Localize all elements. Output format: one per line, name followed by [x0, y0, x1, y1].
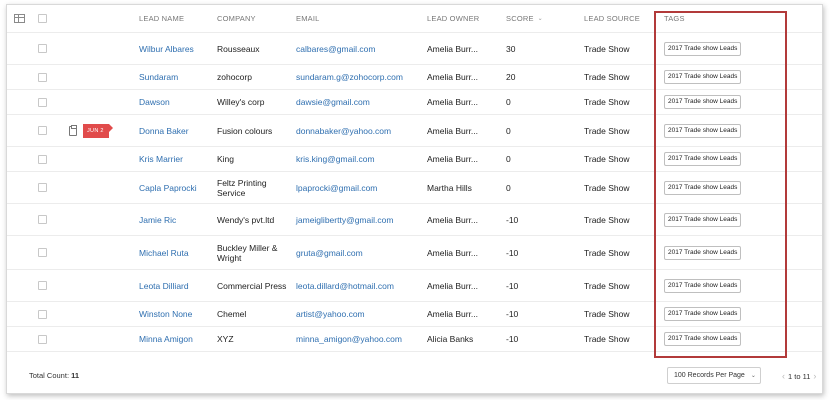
lead-name-link[interactable]: Sundaram — [139, 72, 179, 82]
table-row[interactable] — [7, 302, 822, 327]
lead-name-link[interactable]: Donna Baker — [139, 125, 189, 136]
row-checkbox-cell[interactable] — [38, 327, 47, 351]
leads-list-view — [6, 4, 823, 394]
tags-cell — [664, 270, 784, 301]
email-link[interactable]: lpaprocki@gmail.com — [296, 182, 378, 193]
lead-source-cell: Trade Show — [584, 97, 630, 107]
score-cell: 0 — [506, 125, 511, 136]
lead-owner-cell: Amelia Burr... — [427, 309, 479, 319]
table-row[interactable] — [7, 90, 822, 115]
company-cell: Feltz Printing Service — [217, 177, 267, 198]
tag-chip[interactable]: 2017 Trade show Leads — [664, 307, 741, 321]
tag-chip[interactable]: 2017 Trade show Leads — [664, 181, 741, 195]
company-cell: Chemel — [217, 309, 247, 319]
row-checkbox[interactable] — [38, 155, 47, 164]
score-cell: -10 — [506, 309, 519, 319]
table-body — [7, 33, 822, 352]
lead-name-link[interactable]: Wilbur Albares — [139, 43, 194, 54]
lead-name-link[interactable]: Kris Marrier — [139, 154, 183, 164]
score-cell: 30 — [506, 43, 516, 54]
lead-source-cell: Trade Show — [584, 280, 630, 291]
tags-cell — [664, 236, 784, 269]
chevron-down-icon: ⌄ — [750, 373, 756, 379]
email-link[interactable]: leota.dillard@hotmail.com — [296, 280, 394, 291]
email-link[interactable]: artist@yahoo.com — [296, 309, 365, 319]
lead-source-cell: Trade Show — [584, 309, 630, 319]
email-link[interactable]: minna_amigon@yahoo.com — [296, 334, 402, 344]
total-count — [29, 371, 79, 380]
clipboard-icon[interactable] — [69, 126, 77, 136]
lead-owner-cell: Amelia Burr... — [427, 247, 479, 258]
company-cell: XYZ — [217, 334, 234, 344]
score-cell: 0 — [506, 97, 511, 107]
lead-name-link[interactable]: Michael Ruta — [139, 247, 189, 258]
header-score-label: SCORE — [506, 13, 534, 23]
table-row[interactable] — [7, 33, 822, 65]
tags-cell — [664, 327, 784, 351]
select-all-checkbox-cell[interactable] — [38, 5, 47, 32]
page-range: 1 to 11 — [788, 371, 811, 381]
row-checkbox-cell[interactable] — [38, 147, 47, 171]
lead-source-cell: Trade Show — [584, 334, 630, 344]
lead-owner-cell: Amelia Burr... — [427, 214, 479, 225]
table-row[interactable] — [7, 236, 822, 270]
row-checkbox-cell[interactable] — [38, 90, 47, 114]
table-row[interactable] — [7, 327, 822, 352]
lead-owner-cell: Amelia Burr... — [427, 97, 479, 107]
score-cell: 0 — [506, 154, 511, 164]
header-lead-name[interactable]: LEAD NAME — [139, 13, 185, 23]
table-row[interactable] — [7, 204, 822, 236]
next-page-icon[interactable]: › — [813, 371, 817, 381]
header-email[interactable]: EMAIL — [296, 13, 320, 23]
row-checkbox[interactable] — [38, 335, 47, 344]
row-activity — [69, 115, 109, 146]
header-lead-source[interactable]: LEAD SOURCE — [584, 13, 640, 23]
tag-chip[interactable]: 2017 Trade show Leads — [664, 332, 741, 346]
lead-name-link[interactable]: Minna Amigon — [139, 334, 193, 344]
lead-owner-cell: Martha Hills — [427, 182, 472, 193]
tag-chip[interactable]: 2017 Trade show Leads — [664, 213, 741, 227]
company-cell: zohocorp — [217, 72, 252, 82]
select-all-checkbox[interactable] — [38, 14, 47, 23]
lead-name-link[interactable]: Winston None — [139, 309, 193, 319]
table-header — [7, 5, 822, 33]
row-checkbox-cell[interactable] — [38, 302, 47, 326]
lead-source-cell: Trade Show — [584, 72, 630, 82]
lead-owner-cell: Amelia Burr... — [427, 280, 479, 291]
lead-owner-cell: Amelia Burr... — [427, 72, 479, 82]
tag-chip[interactable]: 2017 Trade show Leads — [664, 42, 741, 56]
score-cell: -10 — [506, 214, 519, 225]
lead-source-cell: Trade Show — [584, 182, 630, 193]
tags-cell — [664, 33, 784, 64]
total-count-value: 11 — [71, 371, 80, 380]
prev-page-icon[interactable]: ‹ — [782, 371, 785, 381]
column-chooser-icon[interactable] — [14, 14, 25, 23]
tags-cell — [664, 115, 784, 146]
score-cell: 0 — [506, 182, 511, 193]
email-link[interactable]: sundaram.g@zohocorp.com — [296, 72, 403, 82]
sort-icon[interactable]: ⌄ — [537, 15, 543, 22]
company-cell: King — [217, 154, 235, 164]
column-chooser[interactable] — [14, 5, 25, 32]
header-company[interactable]: COMPANY — [217, 13, 256, 23]
email-link[interactable]: gruta@gmail.com — [296, 247, 363, 258]
leads-table — [7, 5, 822, 352]
company-cell: Buckley Miller & Wright — [217, 242, 278, 263]
lead-source-cell: Trade Show — [584, 247, 630, 258]
tag-chip[interactable]: 2017 Trade show Leads — [664, 124, 741, 138]
records-per-page-select[interactable] — [667, 367, 761, 384]
tags-cell — [664, 65, 784, 89]
header-score[interactable] — [506, 5, 566, 32]
tag-chip[interactable]: 2017 Trade show Leads — [664, 279, 741, 293]
lead-name-link[interactable]: Capla Paprocki — [139, 182, 197, 193]
company-cell: Fusion colours — [217, 125, 273, 136]
lead-owner-cell: Alicia Banks — [427, 334, 474, 344]
lead-source-cell: Trade Show — [584, 154, 630, 164]
tags-cell — [664, 147, 784, 171]
lead-owner-cell: Amelia Burr... — [427, 154, 479, 164]
email-link[interactable]: donnabaker@yahoo.com — [296, 125, 392, 136]
company-cell: Willey's corp — [217, 97, 265, 107]
lead-source-cell: Trade Show — [584, 125, 630, 136]
email-link[interactable]: kris.king@gmail.com — [296, 154, 375, 164]
row-checkbox[interactable] — [38, 73, 47, 82]
score-cell: 20 — [506, 72, 516, 82]
tags-cell — [664, 90, 784, 114]
table-row[interactable] — [7, 172, 822, 204]
lead-name-link[interactable]: Jamie Ric — [139, 214, 177, 225]
company-cell: Commercial Press — [217, 280, 287, 291]
tag-chip[interactable]: 2017 Trade show Leads — [664, 246, 741, 260]
table-row[interactable] — [7, 147, 822, 172]
lead-owner-cell: Amelia Burr... — [427, 43, 479, 54]
company-cell: Rousseaux — [217, 43, 260, 54]
table-row[interactable] — [7, 115, 822, 147]
row-checkbox-cell[interactable] — [38, 204, 47, 235]
lead-owner-cell: Amelia Burr... — [427, 125, 479, 136]
row-checkbox-cell[interactable] — [38, 33, 47, 64]
row-checkbox[interactable] — [38, 126, 47, 135]
date-flag: JUN 2 — [83, 124, 109, 138]
table-row[interactable] — [7, 65, 822, 90]
row-checkbox-cell[interactable] — [38, 236, 47, 269]
total-count-label: Total Count: — [29, 371, 70, 380]
lead-name-link[interactable]: Leota Dilliard — [139, 280, 189, 291]
company-cell: Wendy's pvt.ltd — [217, 214, 275, 225]
email-link[interactable]: jameiglibertty@gmail.com — [296, 214, 394, 225]
header-tags[interactable]: TAGS — [664, 13, 685, 23]
email-link[interactable]: dawsie@gmail.com — [296, 97, 370, 107]
table-footer — [7, 362, 822, 392]
row-checkbox[interactable] — [38, 310, 47, 319]
row-checkbox[interactable] — [38, 98, 47, 107]
tags-cell — [664, 204, 784, 235]
lead-source-cell: Trade Show — [584, 214, 630, 225]
tag-chip[interactable]: 2017 Trade show Leads — [664, 70, 741, 84]
header-lead-owner[interactable]: LEAD OWNER — [427, 13, 480, 23]
row-checkbox-cell[interactable] — [38, 65, 47, 89]
tags-cell — [664, 302, 784, 326]
email-link[interactable]: calbares@gmail.com — [296, 43, 376, 54]
tags-cell — [664, 172, 784, 203]
tag-chip[interactable]: 2017 Trade show Leads — [664, 95, 741, 109]
table-row[interactable] — [7, 270, 822, 302]
row-checkbox-cell[interactable] — [38, 270, 47, 301]
score-cell: -10 — [506, 334, 519, 344]
row-checkbox-cell[interactable] — [38, 172, 47, 203]
score-cell: -10 — [506, 247, 519, 258]
score-cell: -10 — [506, 280, 519, 291]
row-checkbox[interactable] — [38, 281, 47, 290]
row-checkbox[interactable] — [38, 215, 47, 224]
pagination — [782, 371, 816, 381]
row-checkbox[interactable] — [38, 183, 47, 192]
tag-chip[interactable]: 2017 Trade show Leads — [664, 152, 741, 166]
row-checkbox[interactable] — [38, 248, 47, 257]
lead-source-cell: Trade Show — [584, 43, 630, 54]
records-per-page-value: 100 Records Per Page — [674, 372, 745, 379]
lead-name-link[interactable]: Dawson — [139, 97, 170, 107]
row-checkbox-cell[interactable] — [38, 115, 47, 146]
row-checkbox[interactable] — [38, 44, 47, 53]
